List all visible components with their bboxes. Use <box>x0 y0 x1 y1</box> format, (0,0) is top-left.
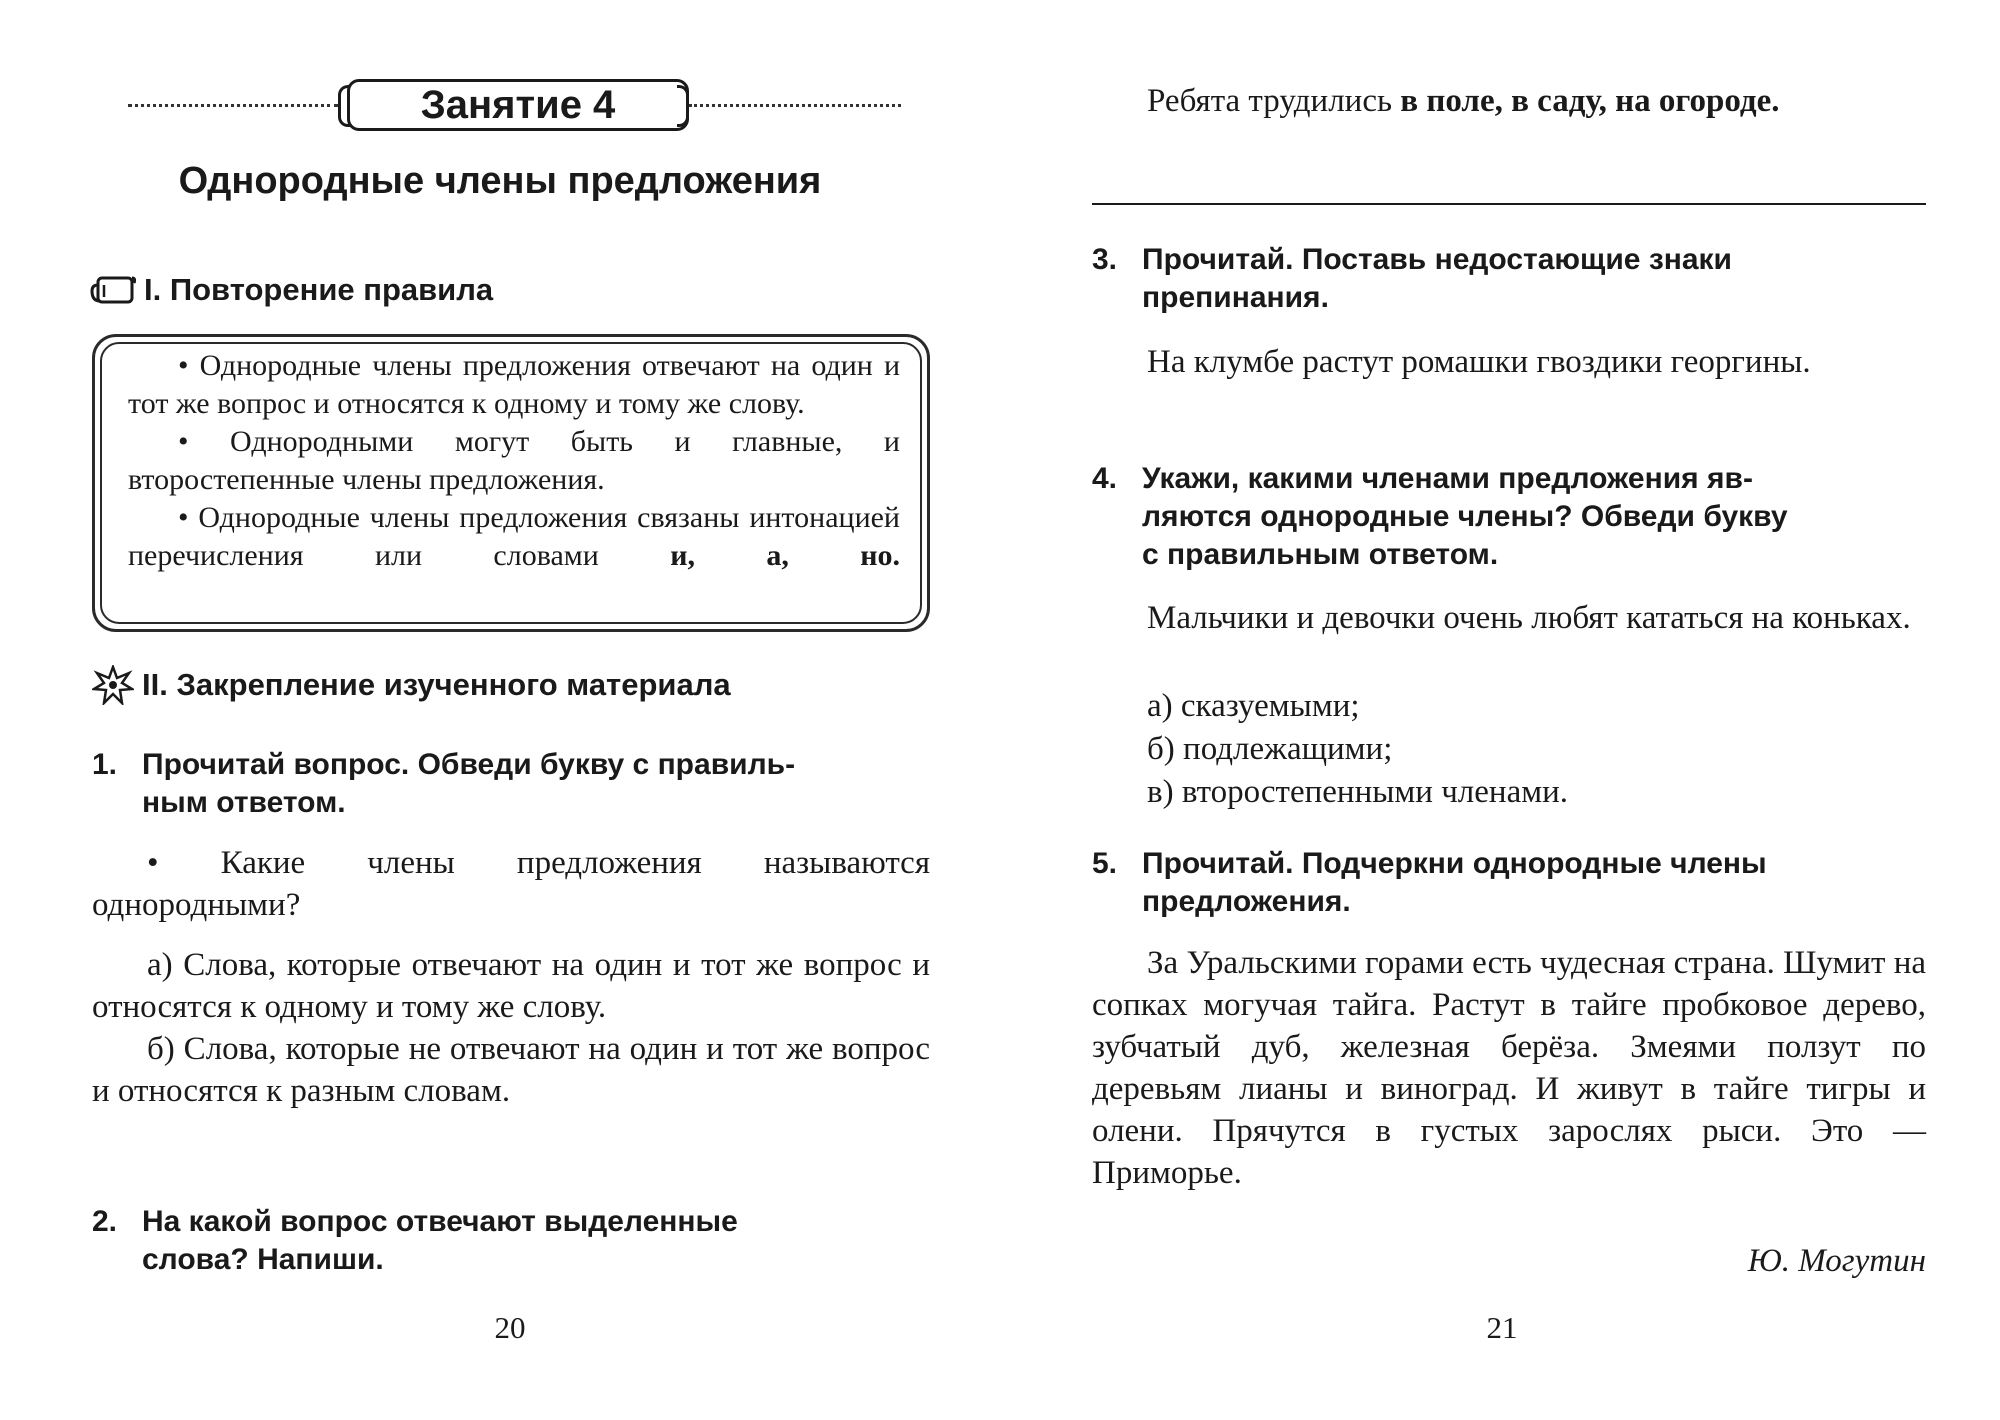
option-a[interactable]: а) сказуемыми; <box>1147 688 1360 724</box>
task-line: На какой вопрос отвечают выделенные <box>142 1205 738 1238</box>
rule-text <box>128 347 900 575</box>
lesson-dotted-line-left <box>128 104 338 107</box>
option-b[interactable]: б) подлежащими; <box>1147 731 1393 767</box>
section-title: I. Повторение правила <box>144 272 494 307</box>
task-number: 1. <box>92 748 118 781</box>
task-line: препинания. <box>1142 281 1329 314</box>
sentence <box>1092 80 1926 122</box>
sentence-bold: в поле, в саду, на огороде. <box>1400 83 1780 119</box>
task-line: Прочитай. Подчеркни однородные члены <box>1142 847 1767 880</box>
lesson-label: Занятие 4 <box>347 79 689 131</box>
task-4-instruction <box>1092 460 1926 574</box>
topic-title: Однородные члены предложения <box>178 160 822 202</box>
task-line: ляются однородные члены? Обведи букву <box>1142 500 1788 533</box>
answer-line[interactable] <box>1092 203 1926 205</box>
task-line: слова? Напиши. <box>142 1243 384 1276</box>
rule-1: • Однородные члены предложения отвечают на один и тот же вопрос и относятся к одному и тому же слову. <box>128 349 900 420</box>
task-5-text <box>1092 942 1926 1194</box>
task-line: Прочитай вопрос. Обведи букву с правиль- <box>142 748 796 781</box>
task-1-options <box>92 944 930 1112</box>
task-number: 2. <box>92 1205 118 1238</box>
lesson-dotted-line-right <box>689 104 901 107</box>
task-number: 5. <box>1092 847 1118 880</box>
rule-3 <box>128 499 900 575</box>
task-line: предложения. <box>1142 885 1351 918</box>
sentence-plain: Ребята трудились <box>1147 83 1401 119</box>
section-heading-repeat-rule <box>90 272 493 308</box>
scroll-icon <box>90 273 136 307</box>
option-b: б) Слова, которые не отвечают на один и тот же вопрос и относятся к разным словам. <box>92 1031 930 1109</box>
option-c[interactable]: в) второстепенными членами. <box>1147 774 1569 810</box>
question-text: • Какие члены предложения называются однородными? <box>92 845 930 923</box>
task-line: Прочитай. Поставь недостающие знаки <box>1142 243 1732 276</box>
rule-3-bold: и, а, но. <box>670 539 900 572</box>
task-line: Укажи, какими членами предложения яв- <box>1142 462 1753 495</box>
task-number: 4. <box>1092 462 1118 495</box>
exercise-text: На клумбе растут ромашки гвоздики георгины. <box>1147 344 1811 380</box>
task-4-options <box>1092 685 1926 814</box>
task-line: ным ответом. <box>142 786 346 819</box>
author: Ю. Могутин <box>1747 1243 1926 1279</box>
page-number: 21 <box>1486 1310 1518 1345</box>
task-line: с правильным ответом. <box>1142 538 1499 571</box>
section-heading-consolidation <box>92 665 731 705</box>
star-burst-icon <box>92 665 134 705</box>
exercise-text: Мальчики и девочки очень любят кататься на коньках. <box>1147 600 1911 636</box>
task-3-instruction <box>1092 241 1926 317</box>
section-title: II. Закрепление изученного материала <box>142 667 731 702</box>
rule-2: • Однородными могут быть и главные, и второстепенные члены предложения. <box>128 425 900 496</box>
task-1-question <box>92 842 930 926</box>
task-2-instruction <box>92 1203 942 1279</box>
task-1-instruction <box>92 746 942 822</box>
task-3-text <box>1092 341 1926 383</box>
rule-3-text: • Однородные члены предложения связаны интонацией перечисления или словами <box>128 501 900 572</box>
task-5-instruction <box>1092 845 1926 921</box>
highlighted-sentence <box>1092 80 1926 122</box>
exercise-text: За Уральскими горами есть чудесная страна. Шумит на сопках могучая тайга. Растут в тайге пробковое дерево, зубчатый дуб, железная берёза. Змеями ползут по деревьям лианы и виноград. И живут в тайге тигры и олени. Прячутся в густых зарослях рыси. Это — Приморье. <box>1092 945 1926 1191</box>
task-number: 3. <box>1092 243 1118 276</box>
task-4-text <box>1092 597 1926 639</box>
option-a: а) Слова, которые отвечают на один и тот же вопрос и относятся к одному и тому же слову. <box>92 947 930 1025</box>
page-number: 20 <box>494 1310 526 1345</box>
